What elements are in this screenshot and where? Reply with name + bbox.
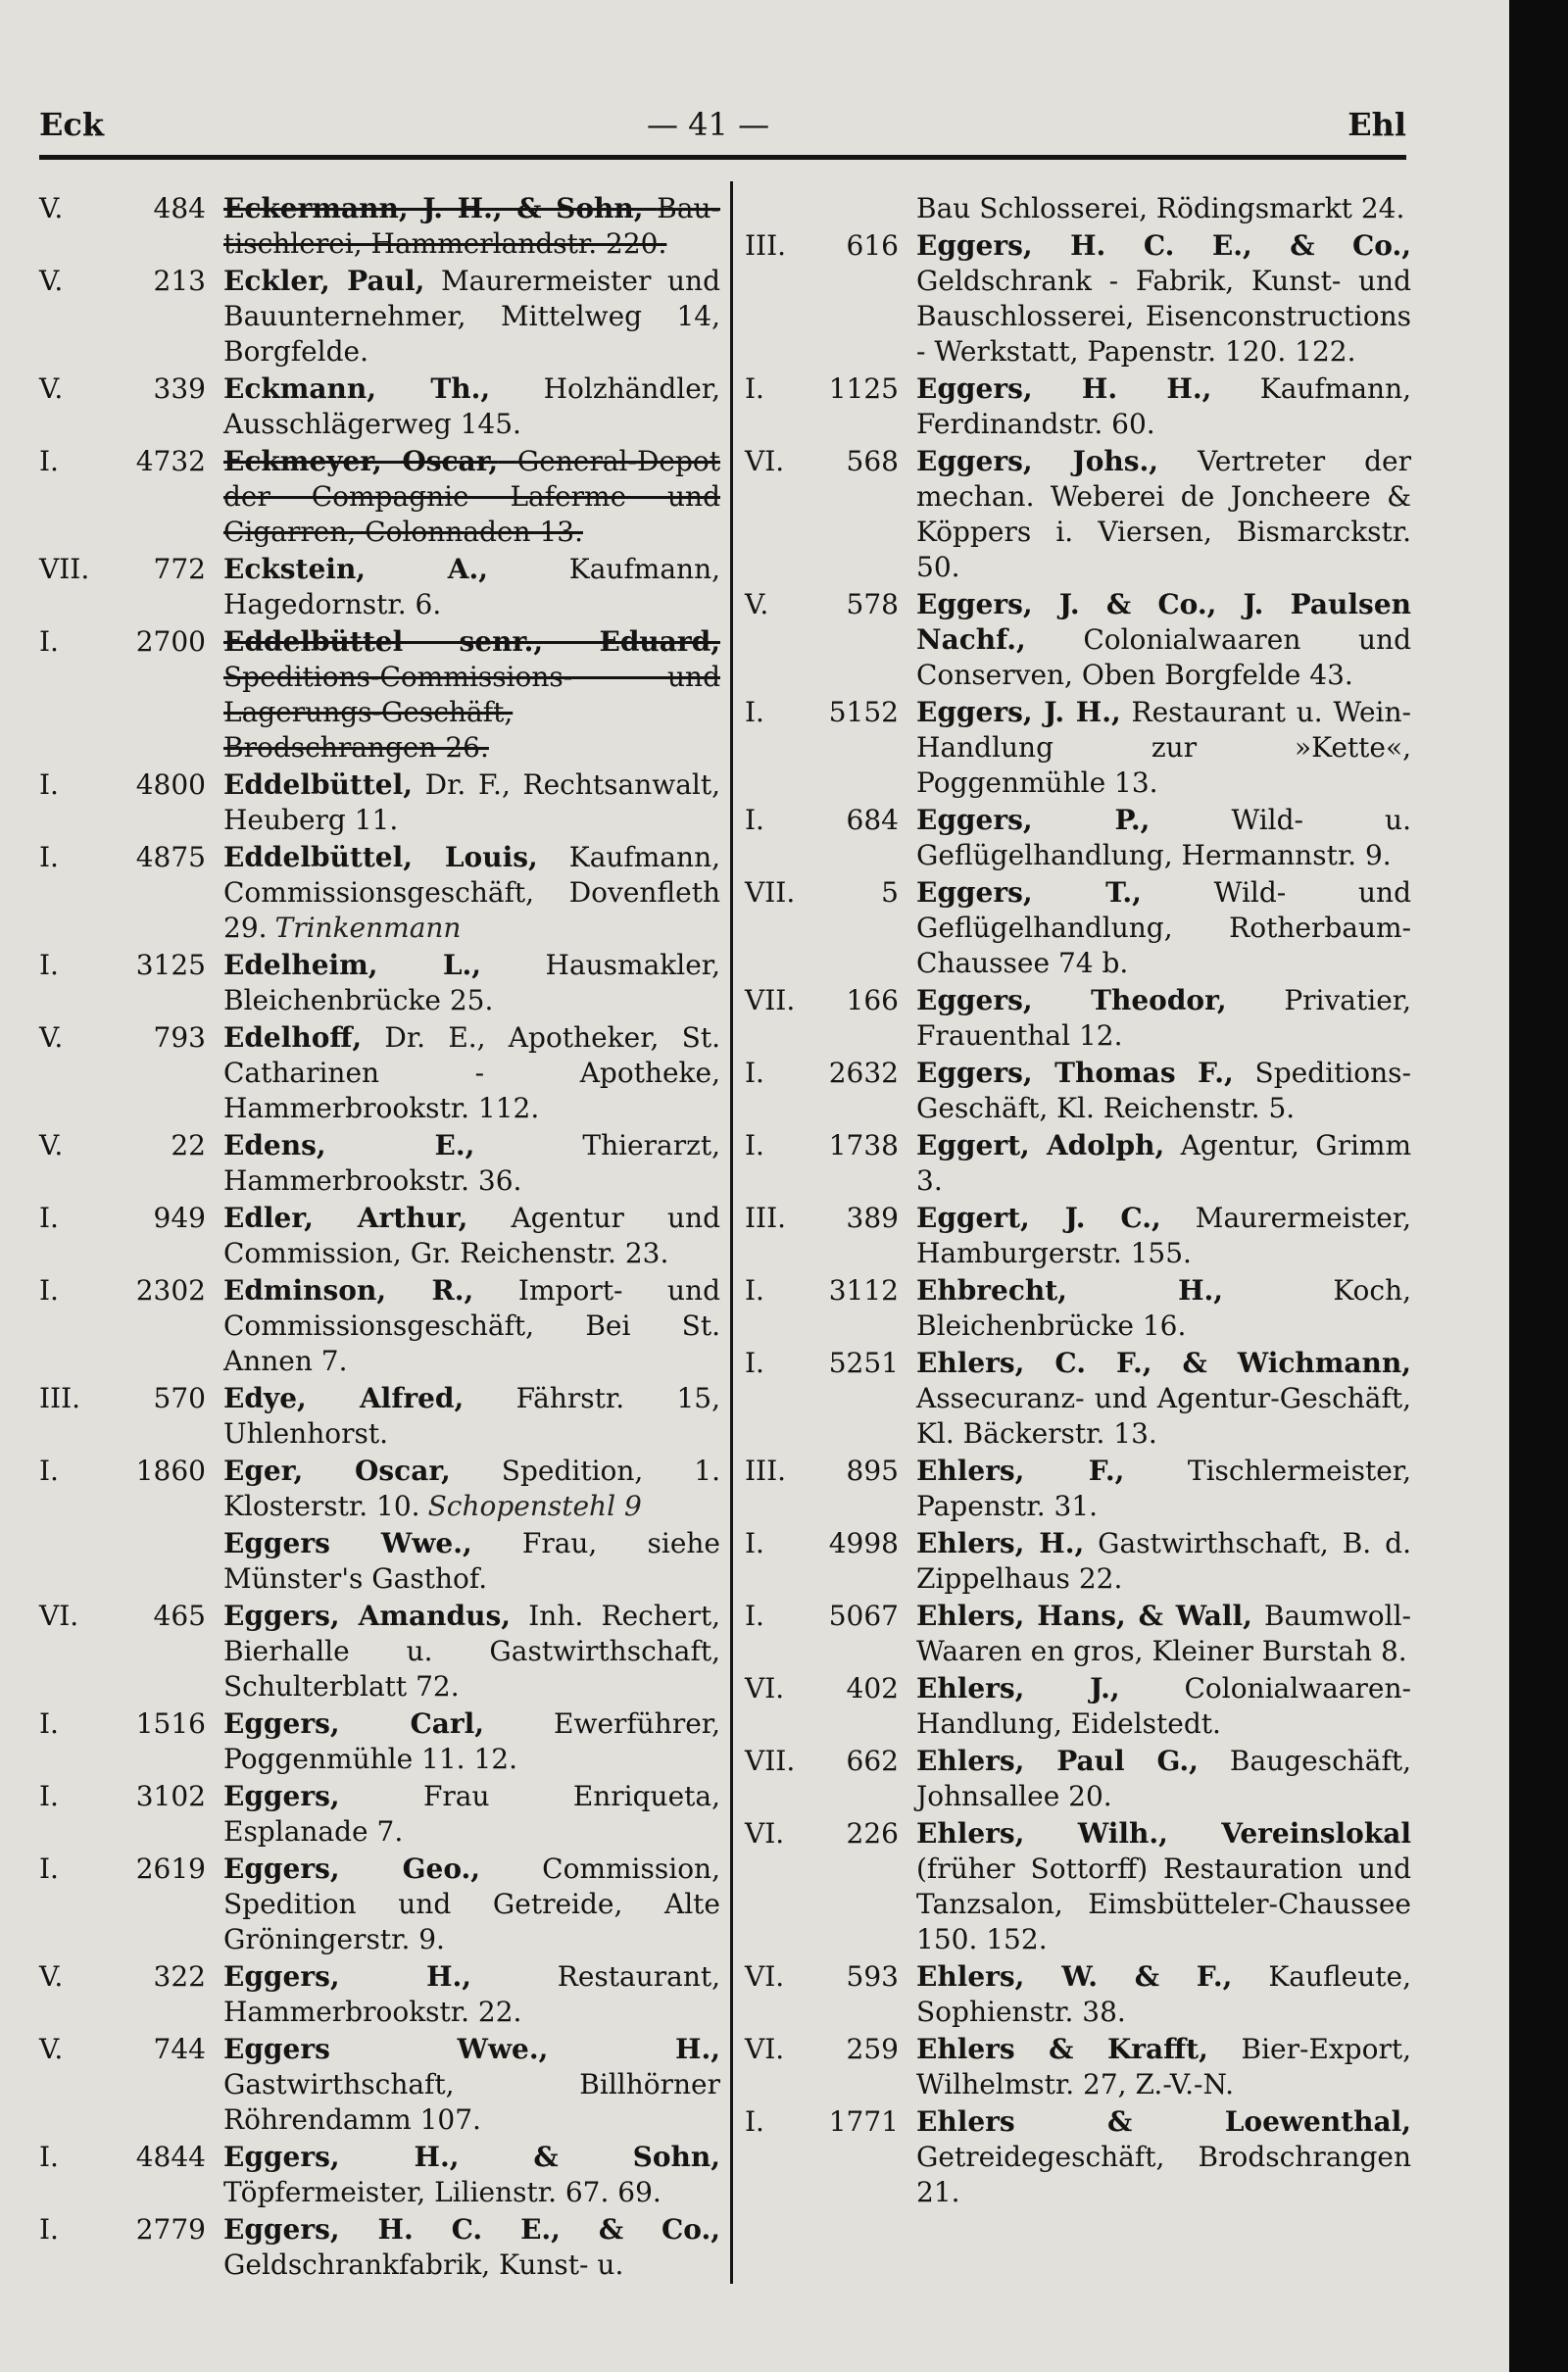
directory-entry [745,1454,1411,1524]
directory-entry [39,1381,720,1452]
entry-district: I. [39,949,59,981]
entry-details: Speditions-Geschäft, Kl. Reichenstr. 5. [916,1057,1411,1124]
entry-name: Ehlers, J., [916,1672,1120,1705]
entry-name: Ehlers, Wilh., Vereinslokal [916,1817,1411,1850]
handwritten-annotation: Schopenstehl 9 [427,1490,642,1522]
column-divider [730,181,733,2284]
entry-phone-number: 5251 [828,1347,899,1379]
entry-phone-number: 465 [153,1600,206,1632]
entry-district: I. [745,1129,764,1161]
entry-text [223,1959,720,2030]
directory-entry [745,191,1411,226]
entry-text [223,1201,720,1271]
entry-name: Eggers, T., [916,876,1142,909]
entry-name: Eggers, H., [223,1960,472,1993]
entry-district: I. [745,1600,764,1632]
directory-entry [745,1526,1411,1597]
entry-name: Eggers, H. H., [916,372,1212,405]
entry-phone-number: 389 [846,1202,899,1234]
entry-name: Eggers, Johs., [916,445,1159,477]
entry-details: Gastwirthschaft, B. d. Zippelhaus 22. [916,1527,1411,1595]
entry-name: Eggert, J. C., [916,1202,1161,1234]
entry-details: General-Depot der Compagnie Laferme und Cigarren, Colonnaden 13. [223,445,720,548]
entry-text [916,1454,1411,1524]
entry-phone-number: 402 [846,1672,899,1705]
entry-name: Eckmann, Th., [223,372,491,405]
directory-entry [39,1454,720,1524]
entry-phone-number: 578 [846,588,899,620]
entry-text [223,2212,720,2283]
entry-district [39,1526,125,1597]
entry-name: Eckmeyer, Oscar, [223,445,499,477]
entry-phone-number: 793 [153,1021,206,1054]
directory-entry [39,1020,720,1126]
entry-text [223,191,720,262]
entry-phone-number: 568 [846,445,899,477]
entry-district: VII. [745,984,796,1016]
entry-text [916,1671,1411,1742]
entry-phone-number: 484 [153,192,206,224]
entry-details: Tischlermeister, Papenstr. 31. [916,1455,1411,1522]
entry-text [916,695,1411,801]
entry-name: Eggers, Theodor, [916,984,1227,1016]
entry-phone-number: 5152 [828,696,899,728]
directory-entry [745,1201,1411,1271]
directory-entry [745,228,1411,370]
entry-phone-number: 2700 [135,625,206,658]
entry-name: Ehlers, Paul G., [916,1745,1199,1777]
entry-name: Ehbrecht, H., [916,1274,1224,1307]
entry-district: I. [39,841,59,873]
entry-text [223,2032,720,2138]
directory-entry [745,1599,1411,1669]
entry-phone-number: 339 [153,372,206,405]
entry-text [223,1526,720,1597]
entry-details: Kaufmann, Commissionsgeschäft, Dovenfleth 29. [223,841,720,944]
entry-name: Ehlers, F., [916,1455,1125,1487]
entry-text [916,1201,1411,1271]
entry-district: III. [745,1455,787,1487]
entry-text [223,1779,720,1850]
entry-text [223,444,720,550]
directory-entry [39,1959,720,2030]
entry-district: I. [39,2141,59,2173]
entry-details: Thierarzt, Hammerbrookstr. 36. [223,1129,720,1197]
entry-name: Edens, E., [223,1129,475,1161]
directory-entry [39,767,720,838]
directory-entry [39,1273,720,1379]
entry-text [916,1273,1411,1344]
entry-district: I. [745,1057,764,1089]
entry-details: Geldschrank - Fabrik, Kunst- und Bauschlosserei, Eisenconstructions - Werkstatt, Papenstr. 120. 122. [916,265,1411,368]
directory-entry [745,371,1411,442]
handwritten-annotation: Trinkenmann [274,912,462,944]
entry-phone-number: 662 [846,1745,899,1777]
entry-phone-number: 166 [846,984,899,1016]
entry-phone-number: 4800 [135,768,206,801]
entry-details: Baumwoll-Waaren en gros, Kleiner Burstah 8. [916,1600,1411,1667]
entry-district: V. [39,2033,64,2065]
entry-phone-number: 5 [881,876,899,909]
directory-entry [39,840,720,946]
entry-name: Ehlers, W. & F., [916,1960,1233,1993]
entry-phone-number: 3125 [135,949,206,981]
entry-details: Ewerführer, Poggenmühle 11. 12. [223,1707,721,1775]
entry-details: Colonialwaaren und Conserven, Oben Borgfelde 43. [916,623,1411,691]
directory-entry [39,1526,720,1597]
entry-phone-number: 1516 [135,1707,206,1740]
entry-name: Eggers Wwe., [223,1527,472,1559]
directory-entry [39,624,720,766]
entry-phone-number: 2779 [135,2213,206,2246]
entry-phone-number: 4732 [135,445,206,477]
entry-district: VI. [39,1600,79,1632]
entry-text [916,1526,1411,1597]
entry-phone-number: 616 [846,229,899,262]
entry-phone-number: 744 [153,2033,206,2065]
entry-name: Eckler, Paul, [223,265,425,297]
entry-district: I. [39,768,59,801]
directory-entry [39,552,720,622]
entry-district: VII. [39,553,90,585]
entry-name: Edminson, R., [223,1274,474,1307]
directory-entry [745,1816,1411,1957]
entry-text [223,1273,720,1379]
entry-phone-number: 895 [846,1455,899,1487]
entry-district: VI. [745,1817,785,1850]
entry-text [223,767,720,838]
directory-entry [745,1346,1411,1452]
entry-text [223,1706,720,1777]
entry-details: Colonialwaaren-Handlung, Eidelstedt. [916,1672,1411,1740]
entry-district: I. [745,696,764,728]
header-left-keyword: Eck [39,106,105,143]
entry-text [223,948,720,1018]
entry-phone-number [125,1526,223,1597]
entry-name: Eddelbüttel, [223,768,413,801]
entry-details: Geldschrankfabrik, Kunst- u. [223,2248,624,2281]
entry-phone-number: 2632 [828,1057,899,1089]
entry-name: Eggers, H., & Sohn, [223,2141,720,2173]
entry-details: Gastwirthschaft, Billhörner Röhrendamm 107. [223,2068,720,2136]
entry-phone-number [804,191,916,226]
entry-details: Inh. Rechert, Bierhalle u. Gastwirthschaft, Schulterblatt 72. [223,1600,721,1703]
entry-name: Eggers, J. H., [916,696,1121,728]
entry-phone-number: 1771 [828,2105,899,2138]
entry-district: VII. [745,876,796,909]
directory-entry [745,2032,1411,2102]
entry-details: Hausmakler, Bleichenbrücke 25. [223,949,720,1016]
entry-name: Edelhoff, [223,1021,363,1054]
entry-district: VI. [745,1960,785,1993]
entry-name: Eggers, H. C. E., & Co., [223,2213,720,2246]
entry-name: Eggers, [223,1780,340,1812]
entry-name: Eggers, P., [916,804,1151,836]
entry-name: Ehlers, H., [916,1527,1085,1559]
entry-phone-number: 4875 [135,841,206,873]
entry-district: I. [39,2213,59,2246]
entry-text [223,2140,720,2210]
directory-entry [745,1273,1411,1344]
entry-details: Koch, Bleichenbrücke 16. [916,1274,1411,1342]
entry-details: Frau, siehe Münster's Gasthof. [223,1527,720,1595]
directory-entry [745,1671,1411,1742]
entry-district: I. [745,1274,764,1307]
entry-text [916,2104,1411,2210]
entry-district: I. [745,1527,764,1559]
entry-details: Agentur und Commission, Gr. Reichenstr. 23. [223,1202,720,1269]
directory-entry [745,695,1411,801]
entry-phone-number: 213 [153,265,206,297]
entry-district: VII. [745,1745,796,1777]
entry-text [916,371,1411,442]
entry-details: Kaufmann, Hagedornstr. 6. [223,553,721,620]
entry-district: III. [745,1202,787,1234]
entry-details: Kaufmann, Ferdinandstr. 60. [916,372,1411,440]
entry-text [223,552,720,622]
entry-text [223,371,720,442]
entry-text [223,840,720,946]
scan-edge [1509,0,1568,2372]
entry-text [916,803,1411,873]
entry-name: Edelheim, L., [223,949,482,981]
entry-details: Restaurant, Hammerbrookstr. 22. [223,1960,721,2028]
entry-text [916,1959,1411,2030]
directory-entry [745,1056,1411,1126]
entry-district: I. [39,445,59,477]
entry-text [916,444,1411,585]
entry-text [223,1852,720,1957]
entry-phone-number: 4998 [828,1527,899,1559]
entry-district: V. [745,588,769,620]
entry-text [916,1816,1411,1957]
entry-details: Speditions-Commissions- und Lagerungs-Geschäft, Brodschrangen 26. [223,661,720,764]
entry-text [916,983,1411,1054]
entry-details: Import- und Commissionsgeschäft, Bei St. Annen 7. [223,1274,721,1377]
entry-text [223,1381,720,1452]
entry-text [916,1128,1411,1199]
entry-details: Maurermeister und Bauunternehmer, Mittelweg 14, Borgfelde. [223,265,721,368]
entry-details: Dr. E., Apotheker, St. Catharinen - Apotheke, Hammerbrookstr. 112. [223,1021,720,1124]
entry-text [916,191,1411,226]
left-column [39,191,720,2285]
entry-district: I. [39,1853,59,1885]
entry-details: Commission, Spedition und Getreide, Alte Gröningerstr. 9. [223,1853,720,1955]
entry-details: Vertreter der mechan. Weberei de Joncheere & Köppers i. Viersen, Bismarckstr. 50. [916,445,1411,583]
entry-text [916,875,1411,981]
entry-text [916,1744,1411,1814]
entry-district: I. [745,1347,764,1379]
entry-name: Ehlers & Krafft, [916,2033,1208,2065]
entry-district: VI. [745,2033,785,2065]
entry-text [223,624,720,766]
entry-district: I. [745,372,764,405]
entry-name: Eckermann, J. H., & Sohn, [223,192,644,224]
entry-name: Eggers, Geo., [223,1853,480,1885]
entry-text [223,1020,720,1126]
entry-name: Eggers, H. C. E., & Co., [916,229,1411,262]
entry-district: V. [39,372,64,405]
entry-name: Ehlers, Hans, & Wall, [916,1600,1252,1632]
entry-details: Bier-Export, Wilhelmstr. 27, Z.-V.-N. [916,2033,1411,2100]
entry-details: Assecuranz- und Agentur-Geschäft, Kl. Bäckerstr. 13. [916,1382,1411,1450]
entry-text [916,228,1411,370]
entry-phone-number: 259 [846,2033,899,2065]
entry-phone-number: 1860 [135,1455,206,1487]
entry-name: Eggers, Thomas F., [916,1057,1234,1089]
directory-entry [39,444,720,550]
directory-entry [39,2032,720,2138]
directory-entry [39,1201,720,1271]
entry-details: Kaufleute, Sophienstr. 38. [916,1960,1412,2028]
entry-details: Restaurant u. Wein-Handlung zur »Kette«, Poggenmühle 13. [916,696,1411,799]
entry-details: Fährstr. 15, Uhlenhorst. [223,1382,720,1450]
entry-name: Eggers Wwe., H., [223,2033,720,2065]
entry-district: I. [39,1274,59,1307]
directory-entry [745,1959,1411,2030]
entry-district: V. [39,265,64,297]
header-rule [39,155,1406,160]
entry-details: Baugeschäft, Johnsallee 20. [916,1745,1411,1812]
directory-entry [39,948,720,1018]
entry-district: I. [39,1455,59,1487]
entry-text [916,1056,1411,1126]
entry-phone-number: 4844 [135,2141,206,2173]
entry-district: V. [39,1129,64,1161]
entry-details: Maurermeister, Hamburgerstr. 155. [916,1202,1411,1269]
directory-entry [745,983,1411,1054]
directory-entry [745,587,1411,693]
entry-name: Eggers, J. & Co., J. Paulsen Nachf., [916,588,1411,656]
entry-district: I. [745,2105,764,2138]
entry-details: Spedition, 1. Klosterstr. 10. [223,1455,720,1522]
directory-entry [745,803,1411,873]
entry-name: Eggers, Carl, [223,1707,485,1740]
directory-entry [39,1779,720,1850]
directory-entry [39,1706,720,1777]
entry-district: III. [39,1382,81,1414]
margin-note: 12 [1449,108,1505,173]
entry-details: Bau-tischlerei, Hammerlandstr. 220. [223,192,721,260]
entry-name: Eger, Oscar, [223,1455,451,1487]
entry-details: (früher Sottorff) Restauration und Tanzsalon, Eimsbütteler-Chaussee 150. 152. [916,1853,1411,1955]
entry-name: Eddelbüttel, Louis, [223,841,538,873]
page-header [39,106,1406,155]
entry-details: Wild- und Geflügelhandlung, Rotherbaum-Chaussee 74 b. [916,876,1411,979]
entry-district: V. [39,192,64,224]
entry-phone-number: 2619 [135,1853,206,1885]
entry-details: Dr. F., Rechtsanwalt, Heuberg 11. [223,768,721,836]
entry-phone-number: 772 [153,553,206,585]
directory-entry [745,1744,1411,1814]
directory-entry [39,2212,720,2283]
directory-entry [745,444,1411,585]
entry-name: Eckstein, A., [223,553,488,585]
entry-phone-number: 3112 [828,1274,899,1307]
entry-district: I. [745,804,764,836]
directory-entry [39,2140,720,2210]
entry-district: I. [39,1707,59,1740]
directory-entry [39,371,720,442]
entry-phone-number: 322 [153,1960,206,1993]
entry-name: Ehlers & Loewenthal, [916,2105,1411,2138]
entry-phone-number: 570 [153,1382,206,1414]
entry-details: Agentur, Grimm 3. [916,1129,1412,1197]
right-column [745,191,1411,2212]
entry-district: VI. [745,1672,785,1705]
entry-text [223,1128,720,1199]
directory-entry [39,1852,720,1957]
entry-phone-number: 22 [171,1129,206,1161]
entry-phone-number: 3102 [135,1780,206,1812]
directory-entry [39,1128,720,1199]
entry-text [223,264,720,370]
entry-district: V. [39,1021,64,1054]
entry-phone-number: 593 [846,1960,899,1993]
directory-entry [39,191,720,262]
entry-district: I. [39,1780,59,1812]
entry-name: Edye, Alfred, [223,1382,465,1414]
entry-text [223,1599,720,1705]
entry-details: Holzhändler, Ausschlägerweg 145. [223,372,720,440]
entry-details: Frau Enriqueta, Esplanade 7. [223,1780,721,1848]
entry-phone-number: 1125 [828,372,899,405]
entry-text [916,1346,1411,1452]
entry-district [745,191,804,226]
entry-district: VI. [745,445,785,477]
directory-entry [745,2104,1411,2210]
entry-name: Eggers, Amandus, [223,1600,511,1632]
entry-details: Töpfermeister, Lilienstr. 67. 69. [223,2176,662,2208]
header-right-keyword: Ehl [1348,106,1406,143]
entry-name: Ehlers, C. F., & Wichmann, [916,1347,1411,1379]
entry-text [916,587,1411,693]
entry-phone-number: 5067 [828,1600,899,1632]
directory-entry [39,264,720,370]
entry-phone-number: 1738 [828,1129,899,1161]
entry-district: III. [745,229,787,262]
page-number: — 41 — [647,106,770,143]
entry-name: Eggert, Adolph, [916,1129,1165,1161]
entry-details: Wild- u. Geflügelhandlung, Hermannstr. 9. [916,804,1411,871]
entry-name: Edler, Arthur, [223,1202,468,1234]
entry-details: Bau Schlosserei, Rödingsmarkt 24. [916,192,1405,224]
entry-text [916,2032,1411,2102]
entry-phone-number: 226 [846,1817,899,1850]
entry-phone-number: 684 [846,804,899,836]
entry-text [223,1454,720,1524]
entry-details: Privatier, Frauenthal 12. [916,984,1411,1052]
entry-name: Eddelbüttel senr., Eduard, [223,625,720,658]
directory-entry [39,1599,720,1705]
entry-phone-number: 949 [153,1202,206,1234]
entry-district: I. [39,625,59,658]
entry-text [916,1599,1411,1669]
entry-district: I. [39,1202,59,1234]
directory-entry [745,875,1411,981]
entry-phone-number: 2302 [135,1274,206,1307]
directory-entry [745,1128,1411,1199]
entry-district: V. [39,1960,64,1993]
entry-details: Getreidegeschäft, Brodschrangen 21. [916,2141,1411,2208]
